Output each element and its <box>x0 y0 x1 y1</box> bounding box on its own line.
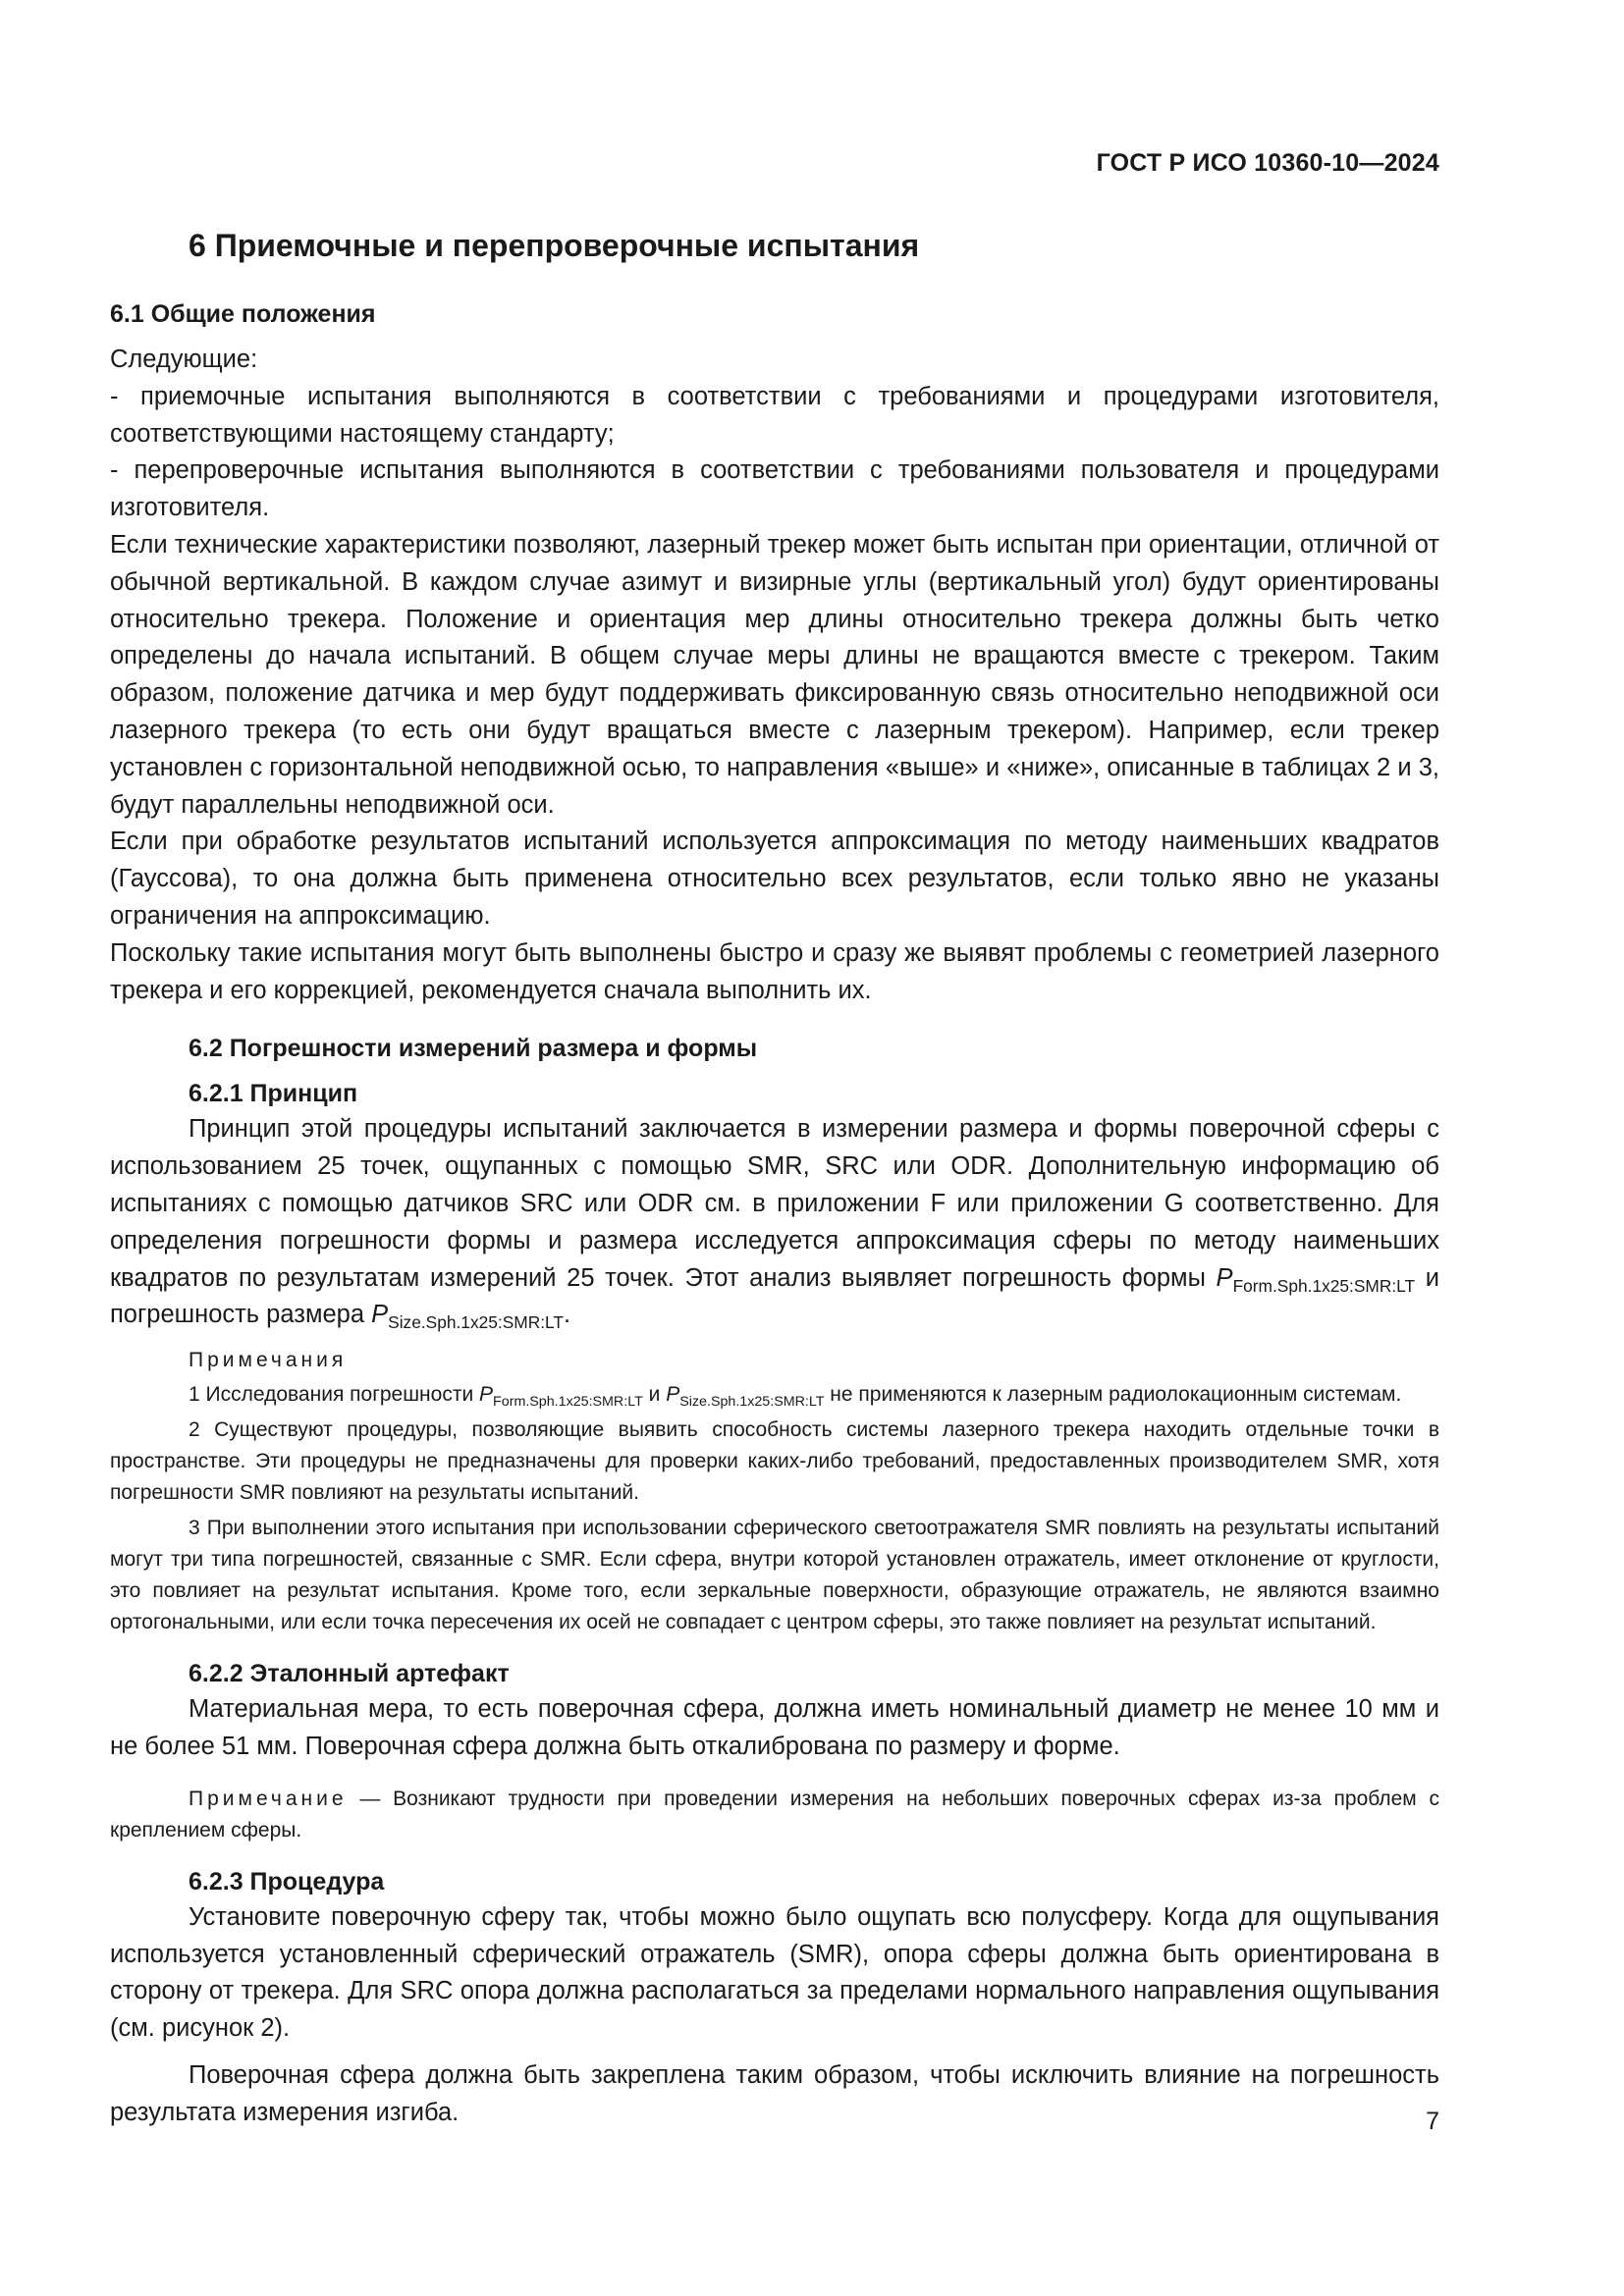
paragraph-procedure-1: Установите поверочную сферу так, чтобы можно было ощупать всю полусферу. Когда для ощупывания используется установленный сферический отражатель (SMR), опора сферы должна быть ориентирована в сторону от трекера. Для SRC опора должна располагаться за пределами нормального направления ощупывания (см. рисунок 2). <box>110 1902 1439 2043</box>
page-content <box>110 296 1439 2132</box>
list-item-1: - приемочные испытания выполняются в соответствии с требованиями и процедурами изготовителя, соответствующими настоящему стандарту; <box>110 382 1439 448</box>
paragraph-intro: Следующие: <box>110 346 258 373</box>
heading-6-1: 6.1 Общие положения <box>110 300 376 328</box>
heading-6-2: 6.2 Погрешности измерений размера и формы <box>189 1035 758 1063</box>
list-item-2: - перепроверочные испытания выполняются в соответствии с требованиями пользователя и процедурами изготовителя. <box>110 456 1439 522</box>
note-artefact: Примечание — Возникают трудности при проведении измерения на небольших поверочных сферах из-за проблем с креплением сферы. <box>110 1787 1439 1842</box>
notes-label: Примечания <box>189 1349 348 1372</box>
paragraph-reference-artefact: Материальная мера, то есть поверочная сфера, должна иметь номинальный диаметр не менее 10 мм и не более 51 мм. Поверочная сфера должна быть откалибрована по размеру и форме. <box>110 1695 1439 1760</box>
heading-6-2-3: 6.2.3 Процедура <box>189 1867 385 1896</box>
paragraph-order: Поскольку такие испытания могут быть выполнены быстро и сразу же выявят проблемы с геометрией лазерного трекера и его коррекцией, рекомендуется сначала выполнить их. <box>110 938 1439 1004</box>
paragraph-least-squares: Если при обработке результатов испытаний используется аппроксимация по методу наименьших квадратов (Гауссова), то она должна быть применена относительно всех результатов, если только явно не указаны ограничения на аппроксимацию. <box>110 828 1439 930</box>
section-title: 6 Приемочные и перепроверочные испытания <box>189 228 920 263</box>
paragraph-orientation: Если технические характеристики позволяют, лазерный трекер может быть испытан при ориентации, отличной от обычной вертикальной. В каждом случае азимут и визирные углы (вертикальный угол) будут ориентированы относительно трекера. Положение и ориентация мер длины относительно трекера должны быть четко определены до начала испытаний. В общем случае меры длины не вращаются вместе с трекером. Таким образом, положение датчика и мер будут поддерживать фиксированную связь относительно неподвижной оси лазерного трекера (то есть они будут вращаться вместе с лазерным трекером). Например, если трекер установлен с горизонтальной неподвижной осью, то направления «выше» и «ниже», описанные в таблицах 2 и 3, будут параллельны неподвижной оси. <box>110 530 1439 819</box>
heading-6-2-2: 6.2.2 Эталонный артефакт <box>189 1660 510 1688</box>
standard-code-header: ГОСТ Р ИСО 10360-10—2024 <box>1096 149 1439 177</box>
note-1: 1 Исследования погрешности $P_{Form.Sph.1x25:SMR:LT}$ и $P_{Size.Sph.1x25:SMR:LT}$ не применяются к лазерным радиолокационным системам. <box>189 1383 1402 1411</box>
paragraph-principle: Принцип этой процедуры испытаний заключается в измерении размера и формы поверочной сферы с использованием 25 точек, ощупанных с помощью SMR, SRC или ODR. Дополнительную информацию об испытаниях с помощью датчиков SRC или ODR см. в приложении F или приложении G соответственно. Для определения погрешности формы и размера исследуется аппроксимация сферы по методу наименьших квадратов по результатам измерений 25 точек. Этот анализ выявляет погрешность формы $P_{Form.Sph.1x25:SMR:LT}$ и погрешность размера $P_{Size.Sph.1x25:SMR:LT}$. <box>110 1115 1439 1333</box>
note-2: 2 Существуют процедуры, позволяющие выявить способность системы лазерного трекера находить отдельные точки в пространстве. Эти процедуры не предназначены для проверки каких-либо требований, предоставленных производителем SMR, хотя погрешности SMR повлияют на результаты испытаний. <box>110 1418 1439 1505</box>
page-number: 7 <box>1426 2108 1439 2135</box>
note-3: 3 При выполнении этого испытания при использовании сферического светоотражателя SMR повлиять на результаты испытаний могут три типа погрешностей, связанные с SMR. Если сфера, внутри которой установлен отражатель, имеет отклонение от круглости, это повлияет на результат испытания. Кроме того, если зеркальные поверхности, образующие отражатель, не являются взаимно ортогональными, или если точка пересечения их осей не совпадает с центром сферы, это также повлияет на результат испытаний. <box>110 1517 1439 1634</box>
paragraph-procedure-2: Поверочная сфера должна быть закреплена таким образом, чтобы исключить влияние на погрешность результата измерения изгиба. <box>110 2060 1439 2126</box>
heading-6-2-1: 6.2.1 Принцип <box>189 1080 358 1108</box>
